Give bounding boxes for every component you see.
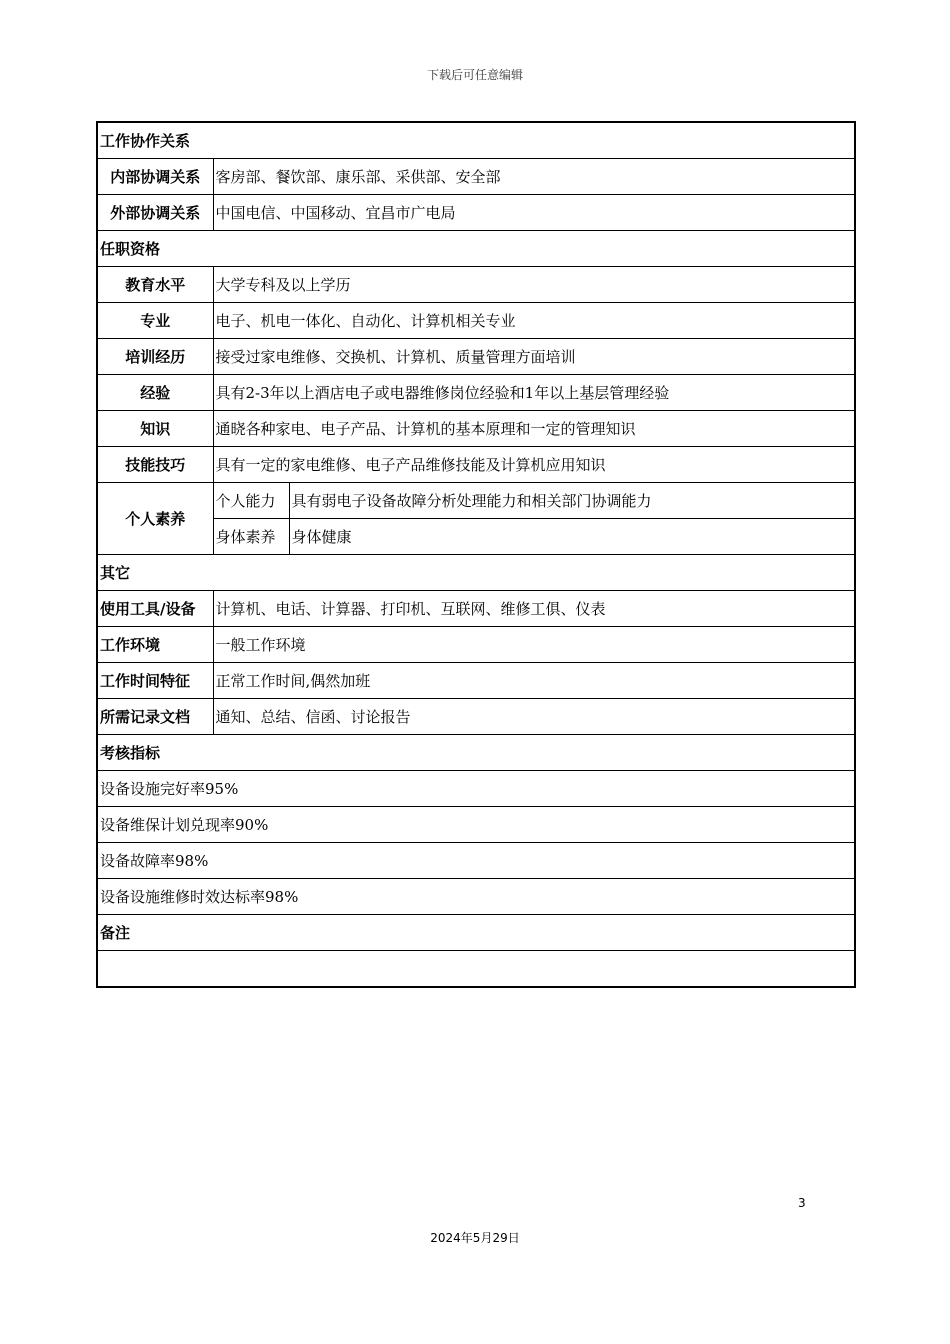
qualification-label: 专业 <box>97 303 213 339</box>
table-row <box>97 447 855 483</box>
table-row <box>97 339 855 375</box>
table-row <box>97 771 855 807</box>
page-number: 3 <box>798 1196 806 1210</box>
section-title-other: 其它 <box>97 555 855 591</box>
other-value: 计算机、电话、计算器、打印机、互联网、维修工俱、仪表 <box>213 591 855 627</box>
remarks-value <box>97 951 855 988</box>
external-coordination-label: 外部协调关系 <box>97 195 213 231</box>
other-label: 所需记录文档 <box>97 699 213 735</box>
other-value: 一般工作环境 <box>213 627 855 663</box>
qualification-label: 技能技巧 <box>97 447 213 483</box>
personal-ability-value: 具有弱电子设备故障分析处理能力和相关部门协调能力 <box>289 483 855 519</box>
table-row <box>97 303 855 339</box>
qualification-value: 通晓各种家电、电子产品、计算机的基本原理和一定的管理知识 <box>213 411 855 447</box>
kpi-item: 设备故障率98% <box>97 843 855 879</box>
table-row <box>97 807 855 843</box>
qualification-value: 大学专科及以上学历 <box>213 267 855 303</box>
table-row <box>97 195 855 231</box>
footer-date: 2024年5月29日 <box>430 1231 520 1245</box>
other-label: 工作环境 <box>97 627 213 663</box>
personal-ability-label: 个人能力 <box>213 483 289 519</box>
table-row <box>97 267 855 303</box>
section-title-qualifications: 任职资格 <box>97 231 855 267</box>
internal-coordination-value: 客房部、餐饮部、康乐部、采供部、安全部 <box>213 159 855 195</box>
table-row <box>97 375 855 411</box>
qualification-label: 培训经历 <box>97 339 213 375</box>
table-row <box>97 411 855 447</box>
table-row <box>97 951 855 988</box>
section-title-kpi: 考核指标 <box>97 735 855 771</box>
qualification-label: 知识 <box>97 411 213 447</box>
qualification-value: 接受过家电维修、交换机、计算机、质量管理方面培训 <box>213 339 855 375</box>
other-value: 通知、总结、信函、讨论报告 <box>213 699 855 735</box>
external-coordination-value: 中国电信、中国移动、宜昌市广电局 <box>213 195 855 231</box>
qualification-label: 经验 <box>97 375 213 411</box>
qualification-value: 电子、机电一体化、自动化、计算机相关专业 <box>213 303 855 339</box>
personal-quality-label: 个人素养 <box>97 483 213 555</box>
qualification-value: 具有一定的家电维修、电子产品维修技能及计算机应用知识 <box>213 447 855 483</box>
table-row <box>97 699 855 735</box>
kpi-item: 设备设施维修时效达标率98% <box>97 879 855 915</box>
header-note: 下载后可任意编辑 <box>426 68 523 82</box>
qualification-label: 教育水平 <box>97 267 213 303</box>
table-row <box>97 627 855 663</box>
kpi-item: 设备设施完好率95% <box>97 771 855 807</box>
other-label: 工作时间特征 <box>97 663 213 699</box>
section-title-remarks: 备注 <box>97 915 855 951</box>
table-row <box>97 159 855 195</box>
table-row <box>97 663 855 699</box>
section-title-collaboration: 工作协作关系 <box>97 122 855 159</box>
kpi-item: 设备维保计划兑现率90% <box>97 807 855 843</box>
table-row <box>97 483 855 519</box>
other-label: 使用工具/设备 <box>97 591 213 627</box>
qualification-value: 具有2-3年以上酒店电子或电器维修岗位经验和1年以上基层管理经验 <box>213 375 855 411</box>
physical-quality-label: 身体素养 <box>213 519 289 555</box>
other-value: 正常工作时间,偶然加班 <box>213 663 855 699</box>
physical-quality-value: 身体健康 <box>289 519 855 555</box>
internal-coordination-label: 内部协调关系 <box>97 159 213 195</box>
table-row <box>97 843 855 879</box>
table-row <box>97 879 855 915</box>
table-row <box>97 591 855 627</box>
job-description-table <box>96 121 856 988</box>
